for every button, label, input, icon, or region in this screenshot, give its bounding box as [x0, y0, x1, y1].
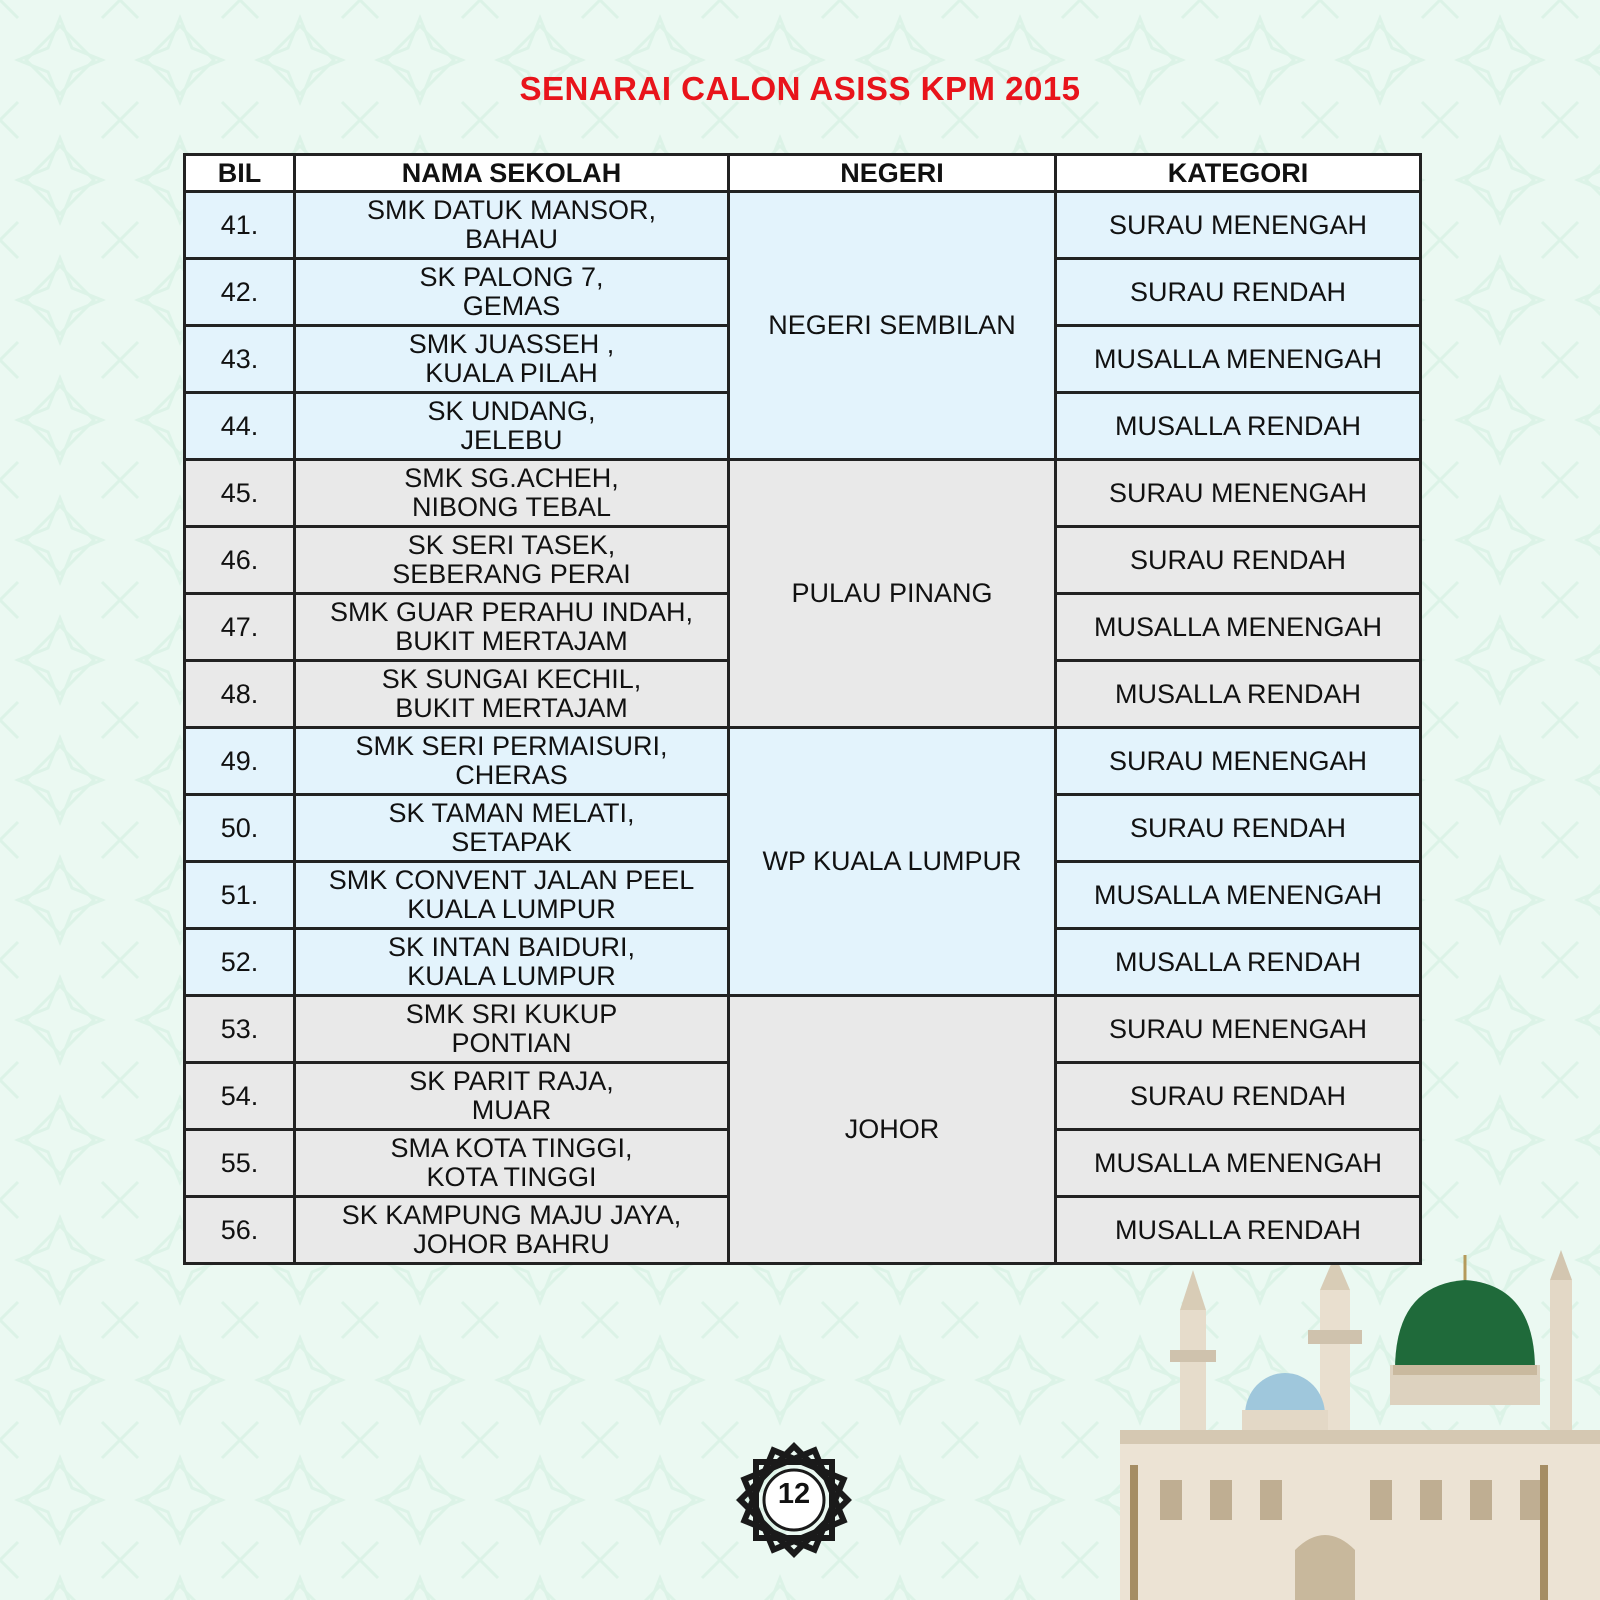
table-header-row [185, 155, 1421, 192]
bil-cell: 41. [185, 192, 295, 259]
school-name-line-2: PONTIAN [451, 1028, 572, 1058]
bil-cell: 52. [185, 929, 295, 996]
school-name-line-1: SMK JUASSEH , [408, 329, 615, 359]
bil-cell: 56. [185, 1197, 295, 1264]
kategori-cell: SURAU RENDAH [1056, 1063, 1421, 1130]
bil-cell: 54. [185, 1063, 295, 1130]
header-negeri: NEGERI [729, 155, 1056, 192]
school-name-line-2: KOTA TINGGI [426, 1162, 597, 1192]
kategori-cell: MUSALLA RENDAH [1056, 393, 1421, 460]
candidate-table [183, 153, 1422, 1265]
school-name-line-1: SMA KOTA TINGGI, [390, 1133, 633, 1163]
negeri-cell: PULAU PINANG [729, 460, 1056, 728]
school-name-cell [295, 862, 729, 929]
kategori-cell: MUSALLA MENENGAH [1056, 862, 1421, 929]
school-name-line-1: SK SERI TASEK, [407, 530, 616, 560]
kategori-cell: SURAU MENENGAH [1056, 192, 1421, 259]
school-name-line-1: SK INTAN BAIDURI, [387, 932, 636, 962]
school-name-line-1: SK KAMPUNG MAJU JAYA, [341, 1200, 682, 1230]
kategori-cell: MUSALLA RENDAH [1056, 929, 1421, 996]
page-title: SENARAI CALON ASISS KPM 2015 [519, 70, 1081, 107]
bil-cell: 44. [185, 393, 295, 460]
table-row [185, 728, 1421, 795]
bil-cell: 49. [185, 728, 295, 795]
school-name-line-1: SMK SERI PERMAISURI, [355, 731, 668, 761]
school-name-line-2: JOHOR BAHRU [413, 1229, 610, 1259]
mosque-illustration [1070, 1250, 1600, 1600]
table-row [185, 996, 1421, 1063]
school-name-cell [295, 1197, 729, 1264]
school-name-line-1: SK UNDANG, [427, 396, 596, 426]
school-name-cell [295, 1063, 729, 1130]
kategori-cell: SURAU RENDAH [1056, 259, 1421, 326]
school-name-line-2: SEBERANG PERAI [392, 559, 631, 589]
negeri-cell: WP KUALA LUMPUR [729, 728, 1056, 996]
kategori-cell: MUSALLA RENDAH [1056, 661, 1421, 728]
school-name-line-2: KUALA PILAH [425, 358, 598, 388]
negeri-cell: NEGERI SEMBILAN [729, 192, 1056, 460]
school-name-line-2: BUKIT MERTAJAM [395, 693, 628, 723]
bil-cell: 53. [185, 996, 295, 1063]
school-name-line-2: GEMAS [462, 291, 561, 321]
bil-cell: 51. [185, 862, 295, 929]
bil-cell: 43. [185, 326, 295, 393]
kategori-cell: MUSALLA MENENGAH [1056, 594, 1421, 661]
school-name-cell [295, 259, 729, 326]
school-name-line-1: SMK GUAR PERAHU INDAH, [329, 597, 694, 627]
school-name-line-2: NIBONG TEBAL [411, 492, 612, 522]
school-name-line-1: SK TAMAN MELATI, [388, 798, 635, 828]
table-body [185, 192, 1421, 1264]
school-name-line-2: KUALA LUMPUR [407, 961, 616, 991]
school-name-line-2: KUALA LUMPUR [407, 894, 616, 924]
school-name-line-2: MUAR [471, 1095, 552, 1125]
bil-cell: 48. [185, 661, 295, 728]
school-name-line-2: SETAPAK [451, 827, 572, 857]
header-nama-sekolah: NAMA SEKOLAH [295, 155, 729, 192]
bil-cell: 42. [185, 259, 295, 326]
school-name-cell [295, 326, 729, 393]
school-name-cell [295, 996, 729, 1063]
bil-cell: 55. [185, 1130, 295, 1197]
school-name-cell [295, 460, 729, 527]
negeri-cell: JOHOR [729, 996, 1056, 1264]
school-name-line-1: SMK SRI KUKUP [405, 999, 618, 1029]
bil-cell: 46. [185, 527, 295, 594]
school-name-line-2: CHERAS [455, 760, 568, 790]
school-name-line-2: BUKIT MERTAJAM [395, 626, 628, 656]
school-name-line-2: JELEBU [460, 425, 563, 455]
kategori-cell: SURAU MENENGAH [1056, 460, 1421, 527]
bil-cell: 50. [185, 795, 295, 862]
bil-cell: 47. [185, 594, 295, 661]
school-name-line-1: SK SUNGAI KECHIL, [381, 664, 642, 694]
header-kategori: KATEGORI [1056, 155, 1421, 192]
school-name-cell [295, 661, 729, 728]
school-name-line-1: SMK DATUK MANSOR, [366, 195, 657, 225]
school-name-line-1: SK PALONG 7, [419, 262, 604, 292]
kategori-cell: MUSALLA MENENGAH [1056, 326, 1421, 393]
kategori-cell: MUSALLA MENENGAH [1056, 1130, 1421, 1197]
kategori-cell: SURAU MENENGAH [1056, 728, 1421, 795]
school-name-cell [295, 1130, 729, 1197]
school-name-cell [295, 795, 729, 862]
school-name-line-2: BAHAU [464, 224, 559, 254]
kategori-cell: MUSALLA RENDAH [1056, 1197, 1421, 1264]
school-name-line-1: SMK SG.ACHEH, [404, 463, 619, 493]
header-bil: BIL [185, 155, 295, 192]
table-row [185, 192, 1421, 259]
school-name-cell [295, 728, 729, 795]
table-row [185, 460, 1421, 527]
school-name-cell [295, 594, 729, 661]
school-name-cell [295, 192, 729, 259]
kategori-cell: SURAU RENDAH [1056, 527, 1421, 594]
school-name-cell [295, 527, 729, 594]
kategori-cell: SURAU MENENGAH [1056, 996, 1421, 1063]
school-name-line-1: SK PARIT RAJA, [409, 1066, 614, 1096]
school-name-cell [295, 929, 729, 996]
school-name-line-1: SMK CONVENT JALAN PEEL [328, 865, 695, 895]
bil-cell: 45. [185, 460, 295, 527]
school-name-cell [295, 393, 729, 460]
page-number: 12 [777, 1478, 811, 1510]
kategori-cell: SURAU RENDAH [1056, 795, 1421, 862]
